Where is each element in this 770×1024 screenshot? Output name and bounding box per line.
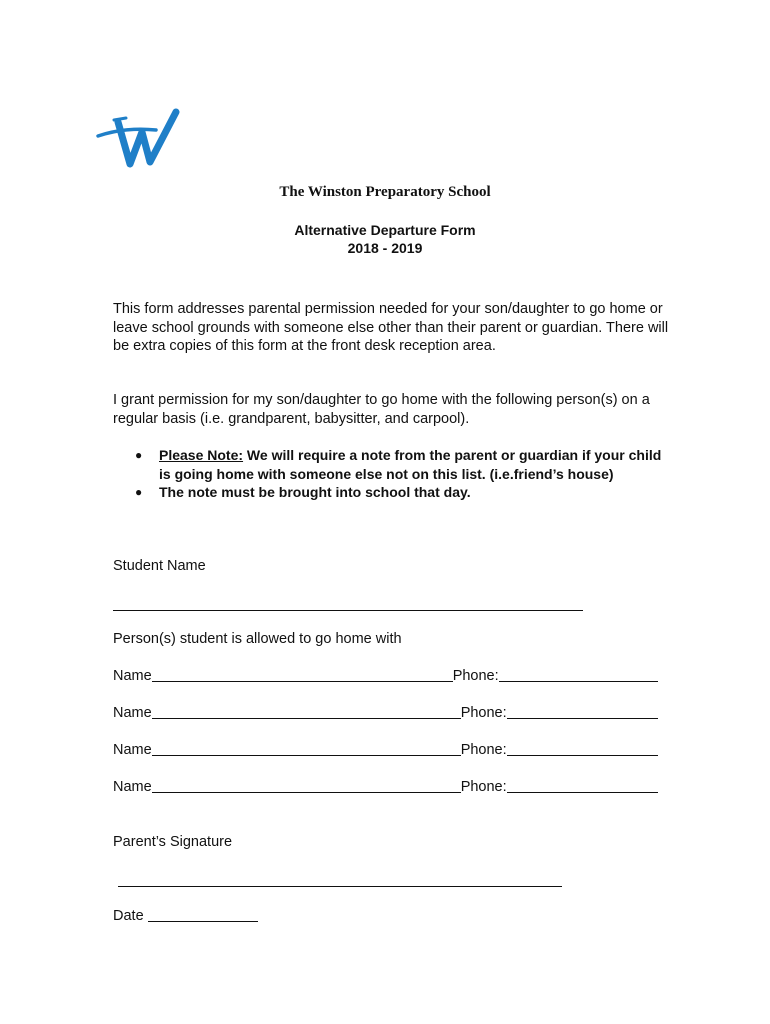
person-row (113, 704, 658, 721)
phone-label: Phone: (452, 668, 499, 684)
person-row (113, 667, 658, 684)
notes-list (113, 446, 673, 502)
form-title: Alternative Departure Form (294, 222, 476, 238)
school-name: The Winston Preparatory School (279, 184, 491, 200)
name-field[interactable] (152, 741, 461, 756)
phone-label: Phone: (460, 705, 507, 721)
phone-label: Phone: (460, 742, 507, 758)
date-field[interactable] (148, 907, 258, 922)
date-label: Date (113, 908, 148, 924)
persons-heading: Person(s) student is allowed to go home with (113, 631, 402, 647)
date-row (113, 907, 313, 924)
intro-paragraph: This form addresses parental permission needed for your son/daughter to go home or leave school grounds with someone else other than their parent or guardian. There will be extra copies of this form at the front desk reception area. (113, 301, 669, 354)
name-label: Name (113, 668, 152, 684)
note-text: We will require a note from the parent or guardian if your child is going home with someone else not on this list. (i.e.friend’s house) (159, 447, 662, 482)
phone-label: Phone: (460, 779, 507, 795)
phone-field[interactable] (507, 704, 658, 719)
note-item (113, 446, 673, 483)
permission-paragraph: I grant permission for my son/daughter to go home with the following person(s) on a regular basis (i.e. grandparent, babysitter, and carpool). (113, 392, 650, 427)
school-year: 2018 - 2019 (347, 240, 423, 256)
parent-signature-line[interactable] (118, 886, 562, 887)
phone-field[interactable] (507, 741, 658, 756)
name-label: Name (113, 705, 152, 721)
student-name-line[interactable] (113, 610, 583, 611)
person-row (113, 778, 658, 795)
note-lead: Please Note: (159, 447, 244, 463)
note-item (113, 483, 673, 502)
phone-field[interactable] (499, 667, 658, 682)
parent-signature-label: Parent’s Signature (113, 834, 233, 850)
student-name-label: Student Name (113, 558, 206, 574)
name-label: Name (113, 742, 152, 758)
phone-field[interactable] (507, 778, 658, 793)
name-field[interactable] (152, 704, 461, 719)
name-label: Name (113, 779, 152, 795)
winston-w-logo (96, 106, 186, 170)
bullet-icon: ● (135, 448, 143, 462)
note-text: The note must be brought into school that day. (159, 484, 471, 500)
bullet-icon: ● (135, 485, 143, 499)
person-row (113, 741, 658, 758)
name-field[interactable] (152, 667, 453, 682)
name-field[interactable] (152, 778, 461, 793)
